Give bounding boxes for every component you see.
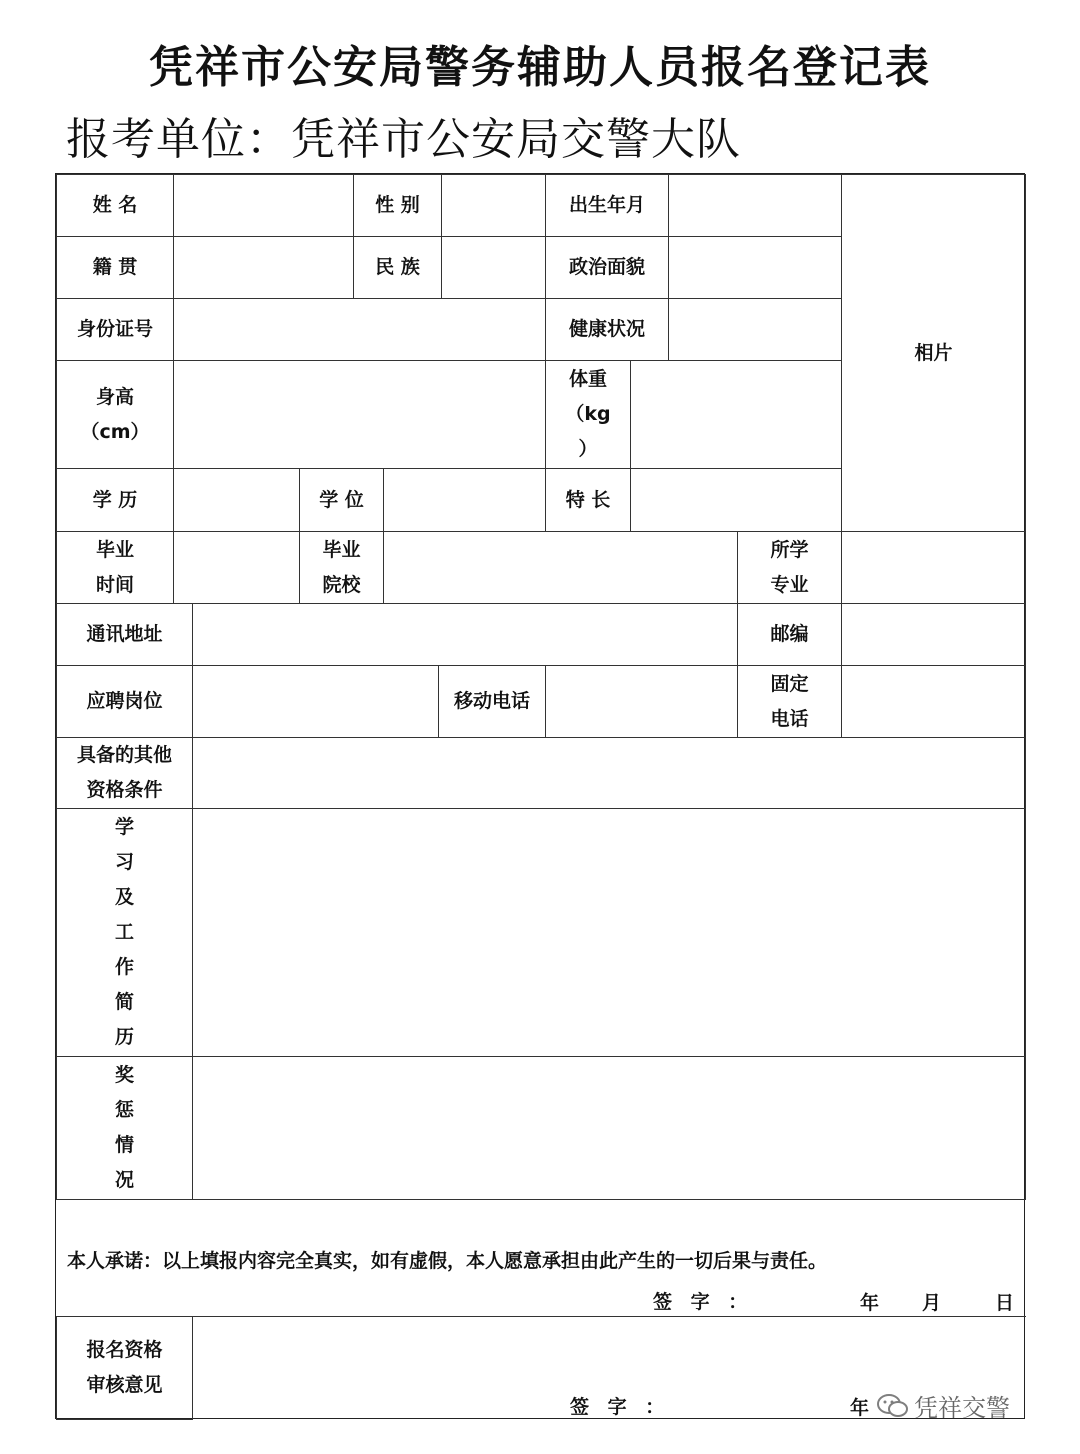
- birth-field[interactable]: [668, 174, 842, 237]
- birth-label: 出生年月: [545, 174, 669, 237]
- major-label: 所学 专业: [737, 531, 842, 604]
- education-field[interactable]: [173, 468, 300, 532]
- degree-field[interactable]: [383, 468, 546, 532]
- health-field[interactable]: [668, 298, 842, 361]
- native-place-field[interactable]: [173, 236, 354, 299]
- politics-field[interactable]: [668, 236, 842, 299]
- address-field[interactable]: [192, 603, 738, 666]
- review-year-label: 年: [850, 1397, 870, 1419]
- photo-box[interactable]: 相片: [841, 174, 1026, 532]
- postcode-label: 邮编: [737, 603, 842, 666]
- applying-unit: 报考单位：凭祥市公安局交警大队: [66, 114, 741, 165]
- wechat-icon: [876, 1393, 910, 1419]
- rewards-label: 奖 惩 情 况: [56, 1056, 193, 1200]
- gender-label: 性 别: [353, 174, 442, 237]
- politics-label: 政治面貌: [545, 236, 669, 299]
- gender-field[interactable]: [441, 174, 546, 237]
- pledge-year-label: 年: [860, 1292, 880, 1314]
- form-title: 凭祥市公安局警务辅助人员报名登记表: [149, 42, 931, 93]
- name-label: 姓 名: [56, 174, 174, 237]
- grad-time-field[interactable]: [173, 531, 300, 604]
- weight-label: 体重 （kg ）: [545, 360, 631, 469]
- education-label: 学 历: [56, 468, 174, 532]
- pledge-section: [56, 1199, 1026, 1317]
- postcode-field[interactable]: [841, 603, 1026, 666]
- pledge-text: 本人承诺：以上填报内容完全真实，如有虚假，本人愿意承担由此产生的一切后果与责任。: [67, 1250, 828, 1272]
- degree-label: 学 位: [299, 468, 384, 532]
- other-qualifications-field[interactable]: [192, 737, 1026, 809]
- grad-school-label: 毕业 院校: [299, 531, 384, 604]
- rewards-field[interactable]: [192, 1056, 1026, 1200]
- native-place-label: 籍 贯: [56, 236, 174, 299]
- registration-form: [55, 173, 1025, 1419]
- id-number-label: 身份证号: [56, 298, 174, 361]
- health-label: 健康状况: [545, 298, 669, 361]
- specialty-field[interactable]: [630, 468, 842, 532]
- address-label: 通讯地址: [56, 603, 193, 666]
- resume-field[interactable]: [192, 808, 1026, 1057]
- mobile-label: 移动电话: [438, 665, 546, 738]
- mobile-field[interactable]: [545, 665, 738, 738]
- review-signature-label: 签 字 ：: [570, 1396, 671, 1418]
- id-number-field[interactable]: [173, 298, 546, 361]
- position-label: 应聘岗位: [56, 665, 193, 738]
- pledge-day-label: 日: [995, 1292, 1015, 1314]
- resume-label: 学 习 及 工 作 简 历: [56, 808, 193, 1057]
- height-label: 身高 （cm）: [56, 360, 174, 469]
- grad-time-label: 毕业 时间: [56, 531, 174, 604]
- weight-field[interactable]: [630, 360, 842, 469]
- watermark: [876, 1388, 1010, 1423]
- specialty-label: 特 长: [545, 468, 631, 532]
- ethnicity-field[interactable]: [441, 236, 546, 299]
- watermark-text: 凭祥交警: [914, 1394, 1010, 1422]
- position-field[interactable]: [192, 665, 439, 738]
- landline-label: 固定 电话: [737, 665, 842, 738]
- landline-field[interactable]: [841, 665, 1026, 738]
- ethnicity-label: 民 族: [353, 236, 442, 299]
- name-field[interactable]: [173, 174, 354, 237]
- pledge-signature-label: 签 字 ：: [653, 1291, 754, 1313]
- grad-school-field[interactable]: [383, 531, 738, 604]
- height-field[interactable]: [173, 360, 546, 469]
- review-label: 报名资格 审核意见: [56, 1316, 193, 1420]
- major-field[interactable]: [841, 531, 1026, 604]
- pledge-month-label: 月: [922, 1292, 942, 1314]
- other-qualifications-label: 具备的其他 资格条件: [56, 737, 193, 809]
